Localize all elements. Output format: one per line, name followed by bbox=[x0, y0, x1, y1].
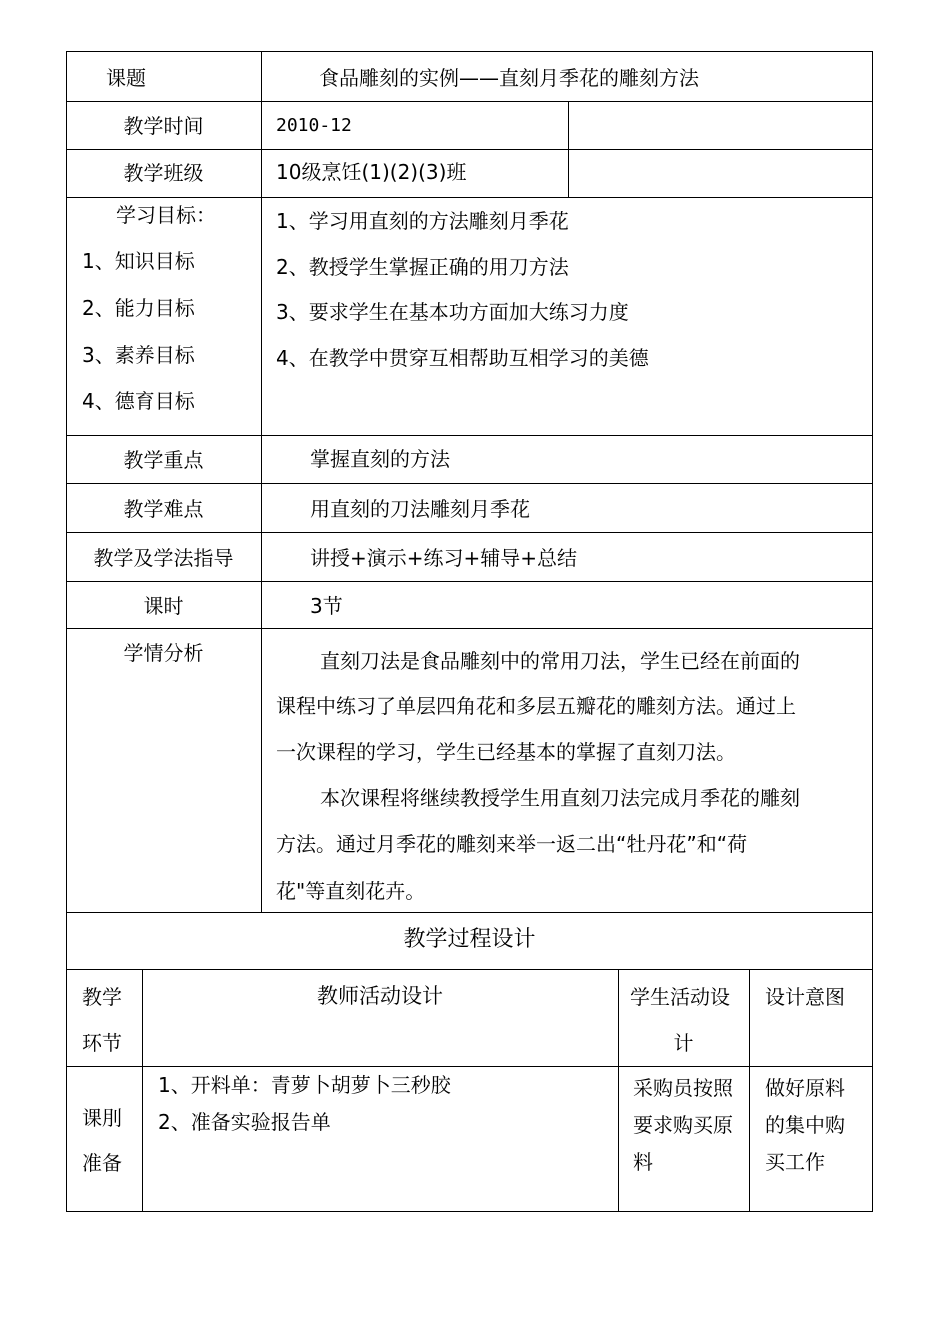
hours-label: 课时 bbox=[143, 594, 184, 618]
goals-label: 学习目标： bbox=[116, 203, 216, 227]
stage-header: 教学 bbox=[82, 985, 122, 1009]
row-divider bbox=[66, 581, 873, 582]
goal-category: 4、德育目标 bbox=[82, 389, 195, 413]
design-intent-header: 设计意图 bbox=[765, 985, 845, 1009]
teacher-activity-header: 教师活动设计 bbox=[317, 984, 443, 1008]
key-point-label: 教学重点 bbox=[123, 448, 204, 472]
analysis-line: 课程中练习了单层四角花和多层五瓣花的雕刻方法。通过上 bbox=[276, 694, 796, 718]
student-activity-line: 要求购买原 bbox=[633, 1113, 733, 1137]
class-label: 教学班级 bbox=[123, 161, 204, 185]
row-divider bbox=[66, 1066, 873, 1067]
table-border-bottom bbox=[66, 1211, 873, 1212]
table-border-right bbox=[872, 51, 873, 1212]
goal-item: 4、在教学中贯穿互相帮助互相学习的美德 bbox=[276, 346, 649, 370]
time-value: 2010-12 bbox=[276, 115, 352, 136]
row-divider bbox=[66, 197, 873, 198]
teacher-activity-line: 2、准备实验报告单 bbox=[158, 1110, 331, 1134]
analysis-label: 学情分析 bbox=[123, 641, 204, 665]
topic-label: 课题 bbox=[106, 66, 146, 90]
table-border-left bbox=[66, 51, 67, 1212]
analysis-line: 花"等直刻花卉。 bbox=[276, 879, 426, 903]
goal-item: 2、教授学生掌握正确的用刀方法 bbox=[276, 255, 569, 279]
class-value: 10级烹饪(1)(2)(3)班 bbox=[276, 160, 467, 184]
extra-column-divider bbox=[568, 101, 569, 198]
teacher-column-divider bbox=[618, 969, 619, 1212]
design-intent-line: 的集中购 bbox=[765, 1113, 845, 1137]
student-column-divider bbox=[749, 969, 750, 1212]
time-label: 教学时间 bbox=[123, 114, 204, 138]
row-divider bbox=[66, 435, 873, 436]
goal-category: 1、知识目标 bbox=[82, 249, 195, 273]
student-activity-header: 学生活动设 bbox=[630, 985, 730, 1009]
goal-item: 3、要求学生在基本功方面加大练习力度 bbox=[276, 300, 629, 324]
stage-cell: 课刖 bbox=[82, 1106, 122, 1130]
analysis-line: 一次课程的学习，学生已经基本的掌握了直刻刀法。 bbox=[276, 740, 736, 764]
stage-header: 环节 bbox=[82, 1031, 122, 1055]
table-border-top bbox=[66, 51, 873, 52]
method-label: 教学及学法指导 bbox=[93, 546, 234, 570]
student-activity-line: 料 bbox=[633, 1150, 653, 1174]
goal-category: 3、素养目标 bbox=[82, 343, 195, 367]
row-divider bbox=[66, 912, 873, 913]
analysis-line: 本次课程将继续教授学生用直刻刀法完成月季花的雕刻 bbox=[320, 786, 800, 810]
teacher-activity-line: 1、开料单：青萝卜胡萝卜三秒胶 bbox=[158, 1073, 451, 1097]
hours-value: 3节 bbox=[310, 594, 343, 618]
row-divider bbox=[66, 101, 873, 102]
design-intent-line: 做好原料 bbox=[765, 1076, 845, 1100]
label-column-divider bbox=[261, 51, 262, 913]
row-divider bbox=[66, 969, 873, 970]
student-activity-header: 计 bbox=[673, 1031, 694, 1055]
topic-value: 食品雕刻的实例——直刻月季花的雕刻方法 bbox=[319, 66, 699, 90]
stage-cell: 准备 bbox=[82, 1151, 122, 1175]
key-point-value: 掌握直刻的方法 bbox=[310, 447, 450, 471]
method-value: 讲授+演示+练习+辅导+总结 bbox=[310, 546, 578, 570]
row-divider bbox=[66, 483, 873, 484]
process-title: 教学过程设计 bbox=[403, 927, 536, 952]
row-divider bbox=[66, 532, 873, 533]
row-divider bbox=[66, 628, 873, 629]
difficulty-label: 教学难点 bbox=[123, 497, 204, 521]
design-intent-line: 买工作 bbox=[765, 1150, 825, 1174]
analysis-line: 方法。通过月季花的雕刻来举一返二出“牡丹花”和“荷 bbox=[276, 832, 748, 856]
goal-item: 1、学习用直刻的方法雕刻月季花 bbox=[276, 209, 569, 233]
row-divider bbox=[66, 149, 873, 150]
goal-category: 2、能力目标 bbox=[82, 296, 195, 320]
difficulty-value: 用直刻的刀法雕刻月季花 bbox=[310, 497, 530, 521]
analysis-line: 直刻刀法是食品雕刻中的常用刀法，学生已经在前面的 bbox=[320, 649, 800, 673]
student-activity-line: 采购员按照 bbox=[633, 1076, 733, 1100]
